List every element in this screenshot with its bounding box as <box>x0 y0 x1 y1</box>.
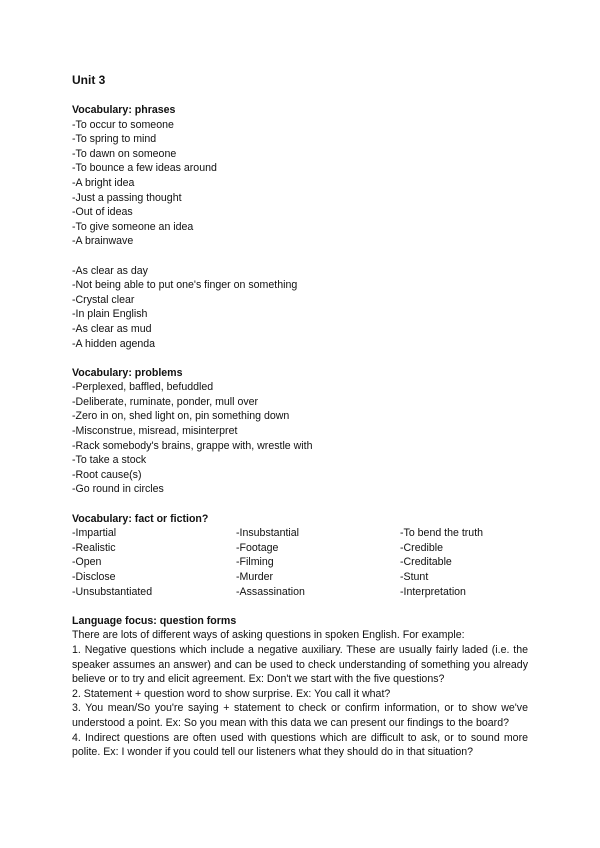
list-item: -To occur to someone <box>72 118 174 131</box>
list-item: -Credible <box>400 541 443 554</box>
list-item: -Zero in on, shed light on, pin something down <box>72 410 290 423</box>
paragraph-point-4: 4. Indirect questions are often used with questions which are difficult to ask, or to sound more polite. Ex: I wonder if you could tell our listeners what they should do in that situation? <box>72 731 528 759</box>
paragraph-point-1: 1. Negative questions which include a negative auxiliary. These are usually fairly laded (i.e. the speaker assumes an answer) and can be used to check understanding of something you already believe or to try and elicit agreement. Ex: Don't we start with the five questions? <box>72 643 528 686</box>
list-item: -Not being able to put one's finger on something <box>72 279 298 292</box>
list-item: -To dawn on someone <box>72 147 177 160</box>
spacer <box>72 599 528 614</box>
list-item: -As clear as mud <box>72 322 152 335</box>
list-item: -Murder <box>236 571 274 583</box>
list-item: -As clear as day <box>72 264 148 277</box>
list-item: -Deliberate, ruminate, ponder, mull over <box>72 395 259 408</box>
document-page <box>72 72 528 760</box>
fact-fiction-column-2 <box>236 526 400 599</box>
list-item: -A brainwave <box>72 235 134 248</box>
list-item: -A hidden agenda <box>72 337 156 350</box>
unit-title: Unit 3 <box>72 73 106 87</box>
spacer <box>72 497 528 512</box>
list-item: -Disclose <box>72 571 116 583</box>
fact-fiction-column-3 <box>400 526 528 599</box>
spacer <box>72 351 528 366</box>
list-item: -Perplexed, baffled, befuddled <box>72 381 214 394</box>
list-item: -To bounce a few ideas around <box>72 162 217 175</box>
list-item: -To take a stock <box>72 454 147 467</box>
spacer <box>72 249 528 264</box>
problems-heading: Vocabulary: problems <box>72 366 183 379</box>
paragraph-intro: There are lots of different ways of asking questions in spoken English. For example: <box>72 629 465 642</box>
paragraph-point-3: 3. You mean/So you're saying + statement to check or confirm information, or to show we've understood a point. Ex: So you mean with this data we can present our findings to the board? <box>72 702 528 729</box>
fact-fiction-column-1 <box>72 526 236 599</box>
list-item: -Creditable <box>400 556 452 569</box>
list-item: -Insubstantial <box>236 527 300 540</box>
list-item: -Stunt <box>400 571 429 583</box>
fact-fiction-columns <box>72 526 528 599</box>
list-item: -Rack somebody's brains, grappe with, wrestle with <box>72 439 313 452</box>
list-item: -Realistic <box>72 541 116 554</box>
paragraph-point-2: 2. Statement + question word to show surprise. Ex: You call it what? <box>72 687 391 700</box>
list-item: -Interpretation <box>400 585 466 598</box>
phrases-heading: Vocabulary: phrases <box>72 104 176 116</box>
fact-fiction-heading: Vocabulary: fact or fiction? <box>72 512 209 525</box>
problems-list <box>72 380 528 497</box>
language-focus-heading: Language focus: question forms <box>72 614 237 627</box>
list-item: -Just a passing thought <box>72 191 182 204</box>
list-item: -Misconstrue, misread, misinterpret <box>72 425 238 438</box>
list-item: -Crystal clear <box>72 293 135 306</box>
phrases-list-2 <box>72 264 528 352</box>
list-item: -Filming <box>236 556 274 569</box>
list-item: -Footage <box>236 541 279 554</box>
list-item: -To spring to mind <box>72 133 157 146</box>
list-item: -In plain English <box>72 308 148 321</box>
list-item: -Go round in circles <box>72 483 164 496</box>
list-item: -Impartial <box>72 527 117 540</box>
list-item: -Open <box>72 556 102 569</box>
list-item: -A bright idea <box>72 176 135 189</box>
list-item: -Assassination <box>236 585 305 598</box>
list-item: -To bend the truth <box>400 527 484 540</box>
list-item: -Unsubstantiated <box>72 585 153 598</box>
phrases-list-1 <box>72 118 528 249</box>
list-item: -Root cause(s) <box>72 468 142 481</box>
list-item: -Out of ideas <box>72 206 133 219</box>
list-item: -To give someone an idea <box>72 220 194 233</box>
